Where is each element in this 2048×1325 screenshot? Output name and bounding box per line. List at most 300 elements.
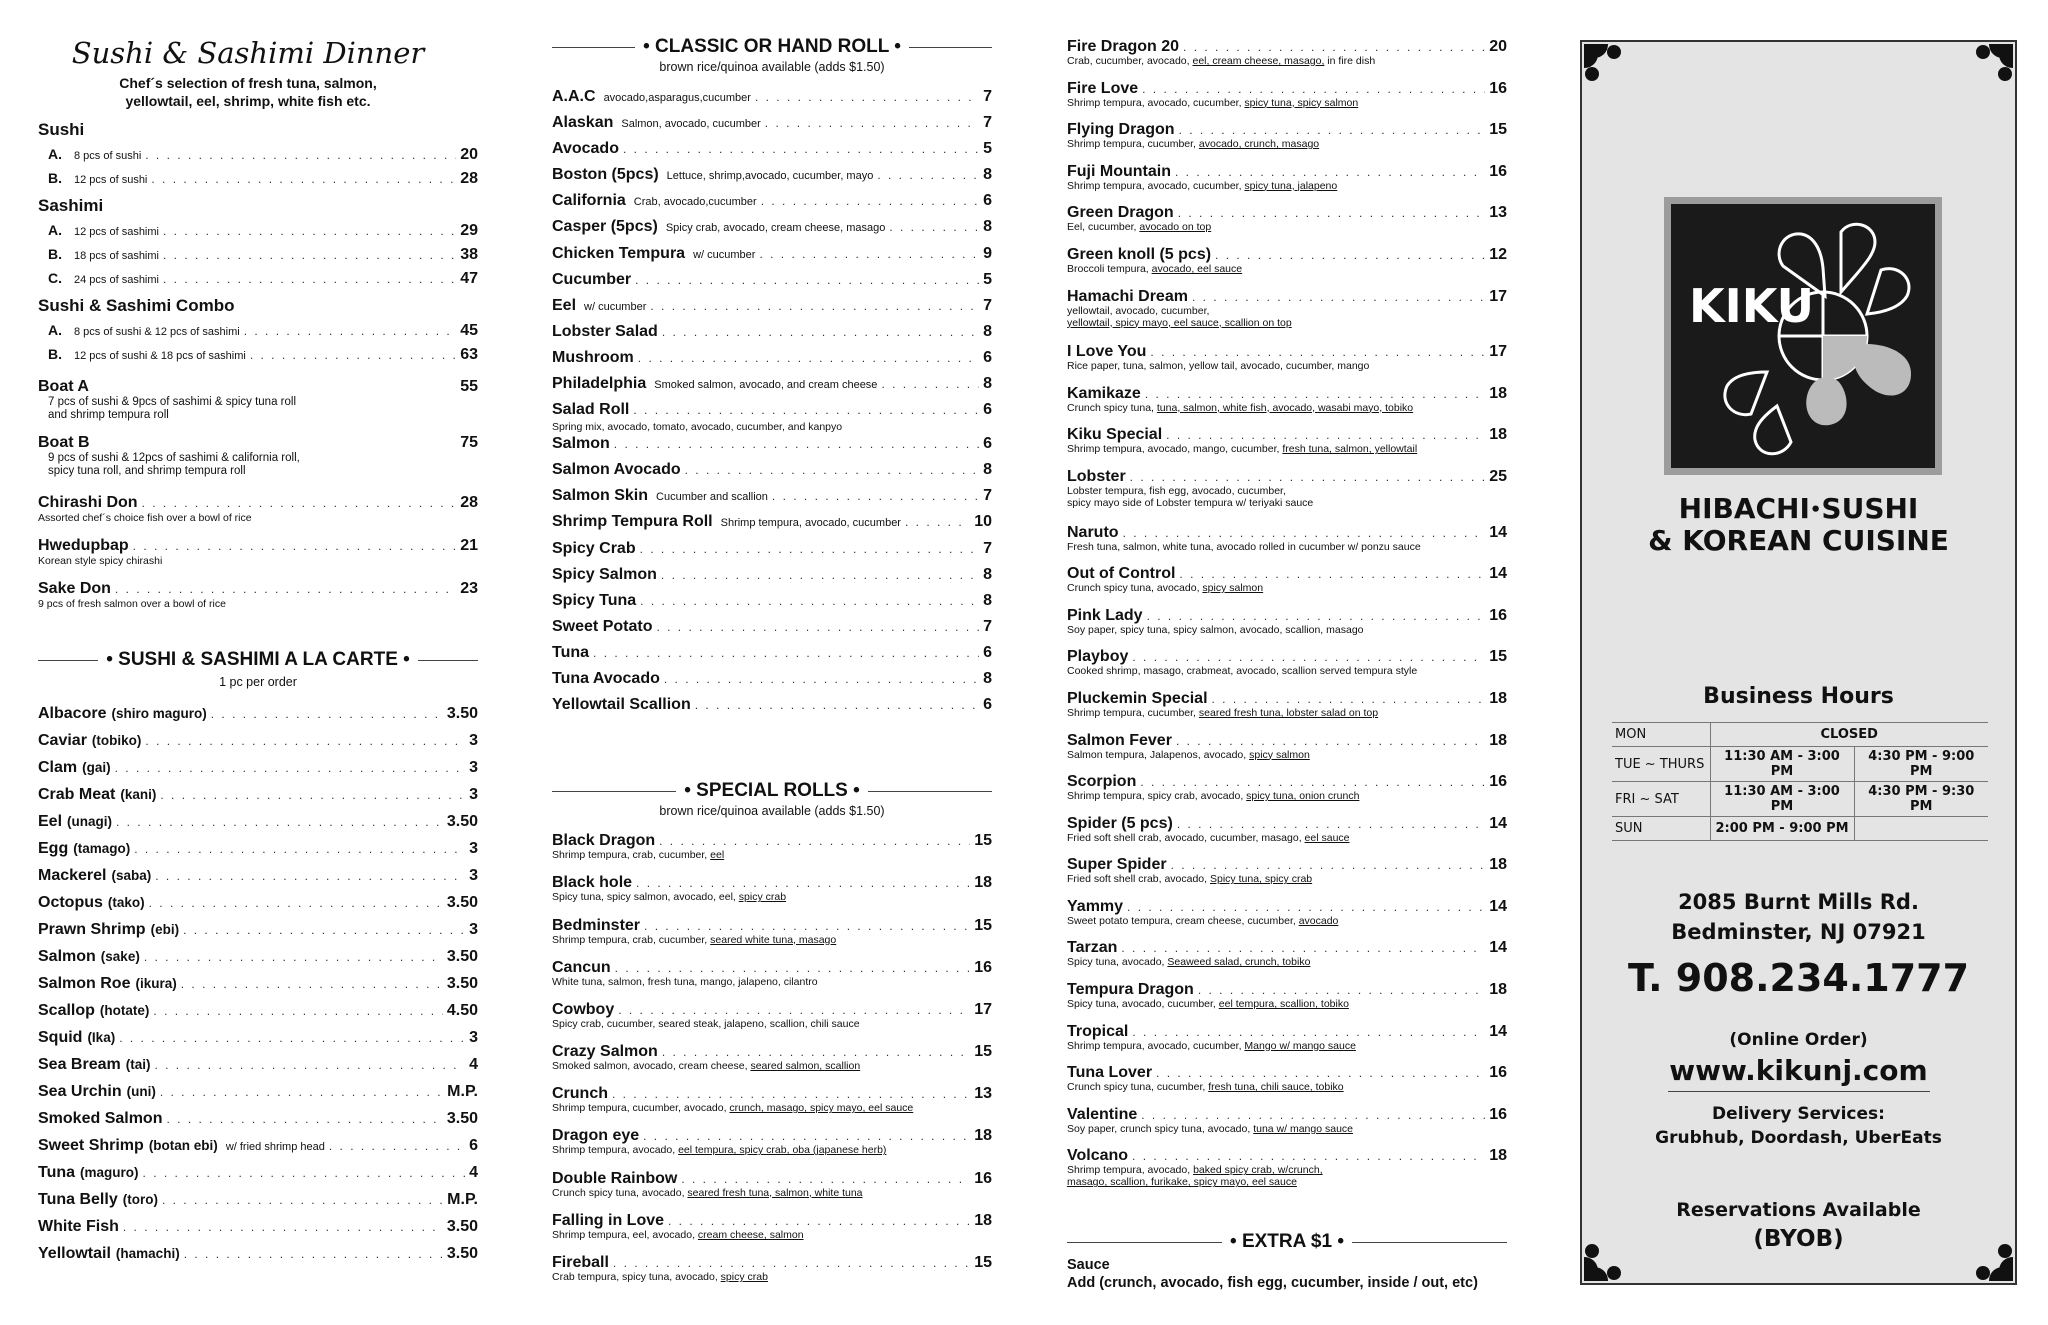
- roll-name: Green knoll (5 pcs): [1067, 245, 1212, 263]
- dot-leader: [685, 463, 979, 477]
- dot-leader: [635, 273, 979, 287]
- classic-roll-item: [552, 487, 992, 513]
- alacarte-name: [38, 732, 141, 750]
- roll-desc-plain: Shrimp tempura, avocado, mango, cucumber,: [1067, 443, 1283, 456]
- roll-name: Tempura Dragon: [1067, 981, 1194, 999]
- fish-name: Prawn Shrimp: [38, 921, 146, 938]
- alacarte-name: [38, 1002, 149, 1020]
- dot-leader: [183, 923, 465, 937]
- roll-desc-plain: Fresh tuna, salmon, white tuna, avocado rolled in cucumber w/ ponzu sauce: [1067, 540, 1421, 553]
- fish-name: White Fish: [38, 1218, 119, 1235]
- special-roll-item: [1067, 426, 1507, 468]
- roll-price: 18: [974, 874, 992, 892]
- classic-roll-row: [552, 461, 992, 487]
- special-roll-row: [552, 1127, 992, 1145]
- special-roll-item: [552, 917, 992, 959]
- alacarte-item: [38, 1002, 478, 1029]
- roll-desc-plain: Lobster tempura, fish egg, avocado, cucumber,: [1067, 484, 1286, 497]
- special-roll-row: [1067, 426, 1507, 444]
- roll-desc-plain: Shrimp tempura, avocado, cucumber,: [1067, 1039, 1245, 1052]
- roll-desc: [552, 976, 992, 989]
- option-desc: 18 pcs of sashimi: [74, 250, 159, 262]
- roll-name: Black hole: [552, 874, 633, 892]
- classic-roll-item: [552, 323, 992, 349]
- roll-desc-plain: Spicy crab, cucumber, seared steak, jalapeno, scallion, chili sauce: [552, 1017, 860, 1030]
- dot-leader: [144, 950, 443, 964]
- roll-price: 14: [1489, 523, 1507, 541]
- classic-roll-row: [552, 218, 992, 244]
- dot-leader: [638, 351, 979, 365]
- option-text: [48, 222, 159, 238]
- alacarte-price: 3: [469, 759, 478, 776]
- roll-desc-topping: fresh tuna, salmon, yellowtail: [1282, 443, 1418, 456]
- roll-desc-plain: Crab tempura, spicy tuna, avocado,: [552, 1271, 721, 1284]
- roll-name: Spicy Tuna: [552, 591, 637, 609]
- special-roll-item: [1067, 939, 1507, 981]
- classic-roll-row: [552, 140, 992, 166]
- roll-desc-topping: spicy salmon: [1249, 748, 1310, 761]
- roll-desc-plain: in fire dish: [1324, 55, 1376, 67]
- special-roll-row: [1067, 204, 1507, 222]
- special-roll-item: [1067, 815, 1507, 857]
- option-letter: A.: [48, 222, 62, 238]
- alacarte-item: [38, 1191, 478, 1218]
- dot-leader: [166, 1112, 442, 1126]
- roll-desc: [1067, 541, 1507, 554]
- roll-price: 15: [1489, 648, 1507, 666]
- roll-desc-plain: Soy paper, spicy tuna, spicy salmon, avocado, scallion, masago: [1067, 623, 1364, 636]
- option-letter: B.: [48, 346, 62, 362]
- alacarte-item: [38, 1110, 478, 1137]
- special-roll-item: [1067, 690, 1507, 732]
- alacarte-name: [38, 1218, 119, 1236]
- dot-leader: [889, 220, 979, 234]
- roll-desc-topping: Mango w/ mango sauce: [1244, 1039, 1356, 1052]
- roll-desc: [552, 1018, 992, 1031]
- alacarte-price: M.P.: [447, 1191, 478, 1208]
- special-roll-row: [552, 874, 992, 892]
- roll-desc: [552, 1060, 992, 1073]
- dot-leader: [593, 646, 979, 660]
- phone-number[interactable]: T. 908.234.1777: [1627, 956, 1970, 1000]
- roll-price: 14: [1489, 1022, 1507, 1040]
- roll-desc-plain: Cooked shrimp, masago, crabmeat, avocado, scallion served tempura style: [1067, 665, 1418, 678]
- roll-desc-topping: seared fresh tuna, salmon, white tuna: [687, 1186, 863, 1199]
- fish-name: Clam: [38, 759, 78, 776]
- alacarte-price: 3.50: [446, 705, 478, 722]
- roll-desc: [1067, 402, 1507, 415]
- special-roll-row: [552, 1043, 992, 1061]
- roll-desc: [552, 934, 992, 947]
- roll-desc: Lettuce, shrimp,avocado, cucumber, mayo: [666, 170, 874, 183]
- roll-desc-plain: Shrimp tempura, crab, cucumber,: [552, 933, 711, 946]
- roll-desc-topping: seared salmon, scallion: [750, 1060, 861, 1073]
- flower-logo-icon: [1671, 204, 1935, 468]
- sushi-group-title: Sushi: [38, 120, 85, 139]
- don-price: 21: [460, 537, 478, 554]
- fish-name: Tuna Belly: [38, 1191, 118, 1208]
- boat-price: 55: [460, 378, 478, 395]
- roll-desc-plain: Soy paper, crunch spicy tuna, avocado,: [1067, 1122, 1254, 1135]
- roll-desc-plain: Crunch spicy tuna,: [1067, 401, 1157, 414]
- roll-desc: [1067, 873, 1507, 886]
- roll-desc: [1067, 665, 1507, 678]
- roll-desc: Spicy crab, avocado, cream cheese, masago: [665, 222, 886, 235]
- roll-price: 10: [974, 513, 992, 531]
- special-roll-row: [1067, 607, 1507, 625]
- alacarte-item: [38, 1056, 478, 1083]
- roll-desc-topping: tuna w/ mango sauce: [1253, 1122, 1354, 1135]
- alacarte-item: [38, 975, 478, 1002]
- column-rolls: [552, 36, 992, 1296]
- dot-leader: [695, 698, 979, 712]
- dot-leader: [668, 1214, 970, 1228]
- special-roll-row: [1067, 1147, 1507, 1165]
- alacarte-name: [38, 975, 177, 993]
- roll-desc-plain: Rice paper, tuna, salmon, yellow tail, avocado, cucumber, mango: [1067, 360, 1370, 373]
- alacarte-item: [38, 921, 478, 948]
- special-roll-item: [1067, 468, 1507, 524]
- corner-flower-icon: [1584, 44, 1638, 98]
- alacarte-name: [38, 1083, 156, 1101]
- japanese-name: (kani): [120, 787, 157, 802]
- roll-price: 13: [974, 1085, 992, 1103]
- roll-desc-plain: Crunch spicy tuna, avocado,: [552, 1186, 688, 1199]
- dot-leader: [623, 142, 979, 156]
- option-text: [48, 170, 147, 186]
- roll-desc: [552, 1229, 992, 1242]
- special-roll-row: [1067, 732, 1507, 750]
- corner-flower-icon: [1959, 44, 2013, 98]
- roll-desc-plain: Shrimp tempura, avocado,: [552, 1144, 679, 1157]
- roll-name: Mushroom: [552, 348, 634, 366]
- alacarte-name: [38, 705, 207, 723]
- sushi-option: [38, 170, 478, 188]
- roll-desc-plain: Crab, cucumber, avocado,: [1067, 55, 1193, 67]
- special-roll-row: [1067, 690, 1507, 708]
- sashimi-option: [38, 270, 478, 288]
- special-roll-row: [1067, 1023, 1507, 1041]
- roll-desc-plain: Spicy tuna, avocado, cucumber,: [1067, 998, 1219, 1011]
- dot-leader: [643, 1129, 970, 1143]
- special-roll-item: [1067, 204, 1507, 246]
- classic-roll-row: [552, 670, 992, 696]
- dot-leader: [755, 90, 979, 104]
- roll-desc-plain: Shrimp tempura, crab, cucumber,: [552, 849, 711, 862]
- roll-price: 13: [1489, 204, 1507, 222]
- roll-desc-plain: Smoked salmon, avocado, cream cheese,: [552, 1060, 751, 1073]
- classic-roll-item: [552, 540, 992, 566]
- roll-price: 6: [983, 435, 992, 453]
- dot-leader: [613, 1256, 970, 1270]
- dot-leader: [650, 299, 979, 313]
- roll-name: Tuna: [552, 643, 590, 661]
- roll-desc-plain: Salmon tempura, Jalapenos, avocado,: [1067, 748, 1250, 761]
- roll-desc-topping: spicy tuna, spicy salmon: [1244, 96, 1359, 109]
- roll-desc-plain: Spicy tuna, spicy salmon, avocado, eel,: [552, 891, 739, 904]
- roll-desc-topping: Seaweed salad, crunch, tobiko: [1167, 956, 1311, 969]
- roll-name: Fire Dragon 20: [1067, 38, 1180, 55]
- alacarte-price: 3.50: [446, 894, 478, 911]
- dot-leader: [142, 496, 457, 510]
- special-roll-row: [1067, 939, 1507, 957]
- roll-desc-topping: avocado on top: [1139, 221, 1212, 234]
- roll-name: Fuji Mountain: [1067, 162, 1171, 180]
- roll-price: 7: [983, 114, 992, 132]
- dot-leader: [133, 539, 457, 553]
- roll-name: Hamachi Dream: [1067, 287, 1188, 305]
- alacarte-item: [38, 759, 478, 786]
- alacarte-price: 3: [469, 867, 478, 884]
- roll-name: Falling in Love: [552, 1211, 665, 1229]
- extra-sauce: Sauce: [1067, 1257, 1110, 1274]
- roll-desc-topping: avocado, crunch, masago: [1198, 138, 1320, 151]
- japanese-name: (gai): [82, 760, 111, 775]
- roll-price: 20: [1489, 38, 1507, 55]
- boat-row: [38, 378, 478, 396]
- website-link[interactable]: www.kikunj.com: [1582, 1054, 2015, 1092]
- roll-price: 18: [974, 1127, 992, 1145]
- roll-desc: [1067, 790, 1507, 803]
- dot-leader: [153, 1004, 442, 1018]
- special-roll-item: [1067, 732, 1507, 774]
- roll-desc: [1067, 1123, 1507, 1136]
- roll-desc-plain: Spicy tuna, avocado,: [1067, 956, 1168, 969]
- roll-name: Green Dragon: [1067, 204, 1174, 222]
- roll-name: Salmon Avocado: [552, 461, 681, 479]
- special-roll-item: [1067, 898, 1507, 940]
- fish-name: Smoked Salmon: [38, 1110, 163, 1127]
- dot-leader: [633, 403, 979, 417]
- hours-row-fri-sat: FRI ~ SAT 11:30 AM - 3:00 PM 4:30 PM - 9:30 PM: [1612, 782, 1988, 817]
- don-row: [38, 494, 478, 512]
- dot-leader: [115, 761, 465, 775]
- special-roll-item: [1067, 1147, 1507, 1203]
- dot-leader: [1171, 858, 1486, 872]
- option-text: [48, 346, 246, 362]
- special-roll-item: [552, 1043, 992, 1085]
- roll-price: 14: [1489, 565, 1507, 583]
- roll-name: Double Rainbow: [552, 1169, 678, 1187]
- dot-leader: [1215, 248, 1485, 262]
- roll-desc-plain: Fried soft shell crab, avocado,: [1067, 873, 1210, 886]
- don-item: [38, 494, 478, 525]
- japanese-name: (tako): [107, 895, 145, 910]
- don-price: 23: [460, 580, 478, 597]
- japanese-name: (toro): [122, 1192, 158, 1207]
- roll-price: 17: [974, 1000, 992, 1018]
- roll-desc: Smoked salmon, avocado, and cream cheese: [654, 379, 878, 392]
- roll-desc-topping: tuna, salmon, white fish, avocado, wasabi mayo, tobiko: [1156, 401, 1414, 414]
- roll-name: Volcano: [1067, 1147, 1129, 1165]
- roll-name: Naruto: [1067, 523, 1119, 541]
- roll-desc: [1067, 263, 1507, 276]
- dot-leader: [163, 248, 456, 262]
- option-price: 63: [460, 346, 478, 363]
- dot-leader: [1132, 650, 1485, 664]
- alacarte-price: 3: [469, 1029, 478, 1046]
- dot-leader: [154, 1058, 465, 1072]
- option-letter: A.: [48, 322, 62, 338]
- dot-leader: [1123, 526, 1486, 540]
- classic-roll-item: [552, 375, 992, 401]
- dot-leader: [1140, 775, 1485, 789]
- option-price: 45: [460, 322, 478, 339]
- alacarte-name: [38, 1245, 180, 1263]
- japanese-name: (uni): [126, 1084, 156, 1099]
- special-roll-item: [1067, 524, 1507, 566]
- roll-price: 25: [1489, 467, 1507, 485]
- roll-desc-topping: spicy crab: [720, 1271, 768, 1284]
- roll-desc: [1067, 915, 1507, 928]
- classic-roll-item: [552, 88, 992, 114]
- dot-leader: [1132, 1149, 1485, 1163]
- roll-desc-plain: Shrimp tempura, avocado, cucumber,: [1067, 96, 1245, 109]
- alacarte-name: [38, 921, 179, 939]
- roll-desc: [552, 1144, 992, 1157]
- dot-leader: [1145, 387, 1485, 401]
- dot-leader: [640, 594, 979, 608]
- special-roll-row: [552, 959, 992, 977]
- roll-name: Fireball: [552, 1254, 609, 1272]
- roll-name: Bedminster: [552, 916, 641, 934]
- roll-price: 18: [1489, 689, 1507, 707]
- classic-roll-item: [552, 566, 992, 592]
- boat-desc: and shrimp tempura roll: [48, 409, 169, 421]
- dot-leader: [644, 919, 970, 933]
- dot-leader: [1178, 206, 1486, 220]
- special-roll-item: [1067, 288, 1507, 344]
- classic-roll-item: [552, 401, 992, 434]
- alacarte-item: [38, 1245, 478, 1272]
- roll-desc: [1067, 582, 1507, 595]
- roll-price: 6: [983, 696, 992, 714]
- roll-desc: [1067, 749, 1507, 762]
- option-letter: C.: [48, 270, 62, 286]
- dot-leader: [250, 348, 456, 362]
- roll-desc-plain: Eel, cucumber,: [1067, 221, 1140, 234]
- alacarte-name: [38, 1137, 218, 1155]
- tagline-2: & KOREAN CUISINE: [1648, 524, 1949, 557]
- dot-leader: [1150, 345, 1485, 359]
- don-price: 28: [460, 494, 478, 511]
- special-roll-row: [552, 1212, 992, 1230]
- alacarte-name: [38, 1029, 115, 1047]
- roll-price: 16: [1489, 79, 1507, 97]
- roll-price: 17: [1489, 287, 1507, 305]
- roll-name: Crunch: [552, 1085, 608, 1103]
- roll-price: 7: [983, 539, 992, 557]
- roll-name: Shrimp Tempura Roll: [552, 513, 713, 531]
- roll-desc: [1067, 1081, 1507, 1094]
- dot-leader: [1141, 1108, 1485, 1122]
- roll-desc: [1067, 832, 1507, 845]
- roll-price: 18: [1489, 426, 1507, 444]
- roll-name: Cowboy: [552, 1000, 615, 1018]
- roll-name: Pink Lady: [1067, 606, 1143, 624]
- dot-leader: [1175, 165, 1485, 179]
- roll-price: 8: [983, 166, 992, 184]
- special-roll-item: [1067, 773, 1507, 815]
- roll-name: Yellowtail Scallion: [552, 696, 691, 714]
- special-roll-item: [1067, 1064, 1507, 1106]
- classic-roll-row: [552, 271, 992, 297]
- dot-leader: [1132, 1025, 1485, 1039]
- extra-add: Add (crunch, avocado, fish egg, cucumber, inside / out, etc): [1067, 1275, 1478, 1292]
- roll-desc: [1067, 707, 1507, 720]
- alacarte-subheader: 1 pc per order: [219, 675, 297, 689]
- roll-price: 8: [983, 591, 992, 609]
- special-roll-item: [1067, 1106, 1507, 1148]
- alacarte-item: [38, 840, 478, 867]
- option-desc: 8 pcs of sushi: [74, 150, 142, 162]
- roll-price: 15: [974, 1043, 992, 1061]
- alacarte-item: [38, 732, 478, 759]
- special-roll-row: [1067, 246, 1507, 264]
- roll-desc-plain: Shrimp tempura, cucumber,: [1067, 706, 1199, 719]
- roll-price: 7: [983, 617, 992, 635]
- roll-desc: [1067, 998, 1507, 1011]
- hours-title: Business Hours: [1703, 684, 1894, 709]
- column-special-rolls-cont: [1067, 38, 1507, 1291]
- hours-row-tue-thu: TUE ~ THURS 11:30 AM - 3:00 PM 4:30 PM - 9:00 PM: [1612, 747, 1988, 782]
- special-roll-row: [1067, 648, 1507, 666]
- alacarte-price: 6: [469, 1137, 478, 1154]
- special-roll-item: [1067, 981, 1507, 1023]
- roll-price: 16: [974, 1169, 992, 1187]
- dot-leader: [1130, 470, 1486, 484]
- alacarte-name: [38, 759, 111, 777]
- dot-leader: [615, 961, 971, 975]
- classic-roll-row: [552, 114, 992, 140]
- dot-leader: [772, 489, 979, 503]
- fish-name: Egg: [38, 840, 69, 857]
- classic-roll-item: [552, 461, 992, 487]
- classic-roll-row: [552, 245, 992, 271]
- alacarte-item: [38, 1029, 478, 1056]
- roll-price: 8: [983, 375, 992, 393]
- boat-price: 75: [460, 434, 478, 451]
- japanese-name: (hamachi): [115, 1246, 180, 1261]
- combo-option: [38, 346, 478, 364]
- roll-desc-plain: Fried soft shell crab, avocado, cucumber, masago,: [1067, 831, 1305, 844]
- roll-name: Crazy Salmon: [552, 1043, 658, 1061]
- special-roll-row: [552, 1001, 992, 1019]
- roll-price: 14: [1489, 897, 1507, 915]
- roll-price: 18: [1489, 981, 1507, 999]
- roll-desc: w/ cucumber: [693, 248, 756, 261]
- roll-desc-topping: yellowtail, spicy mayo, eel sauce, scallion on top: [1067, 316, 1292, 329]
- delivery-label: Delivery Services:: [1712, 1104, 1885, 1124]
- roll-name: California: [552, 192, 626, 210]
- roll-desc-plain: spicy mayo side of Lobster tempura w/ teriyaki sauce: [1067, 496, 1314, 509]
- special-roll-row: [1067, 163, 1507, 181]
- option-price: 38: [460, 246, 478, 263]
- roll-name: Dragon eye: [552, 1127, 640, 1145]
- japanese-name: (shiro maguro): [111, 706, 207, 721]
- option-text: [48, 322, 240, 338]
- dot-leader: [155, 869, 465, 883]
- classic-roll-item: [552, 435, 992, 461]
- don-row: [38, 580, 478, 598]
- roll-name: Sweet Potato: [552, 617, 653, 635]
- dot-leader: [1179, 123, 1486, 137]
- fish-name: Crab Meat: [38, 786, 116, 803]
- alacarte-price: 4: [469, 1164, 478, 1181]
- dot-leader: [329, 1139, 465, 1153]
- don-desc: 9 pcs of fresh salmon over a bowl of rice: [38, 598, 226, 610]
- roll-name: A.A.C: [552, 88, 596, 105]
